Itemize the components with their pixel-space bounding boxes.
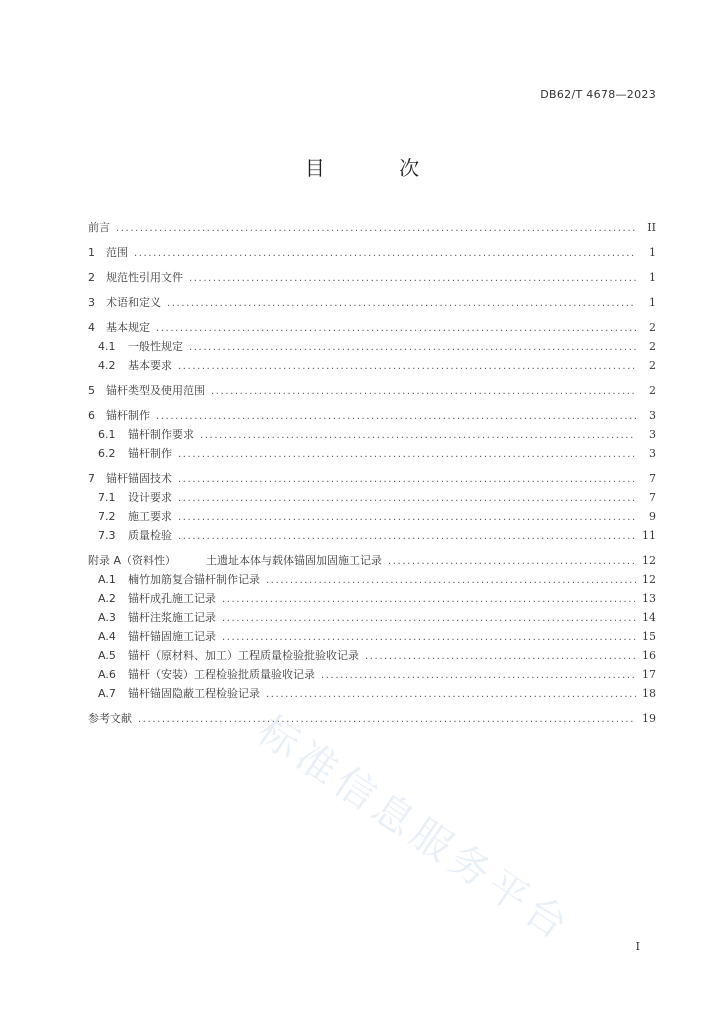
toc-entry-page: 2: [649, 340, 656, 353]
toc-entry[interactable]: [88, 488, 656, 507]
toc-entry-page: 7: [649, 472, 656, 485]
toc-dot-leader: [156, 407, 636, 426]
toc-entry[interactable]: [88, 337, 656, 356]
toc-entry-page: 12: [642, 573, 656, 586]
toc-entry[interactable]: [88, 444, 656, 463]
toc-entry-page: II: [647, 221, 656, 234]
toc-entry-label: 锚杆成孔施工记录: [128, 592, 216, 605]
toc-dot-leader: [388, 552, 636, 571]
toc-entry-label: 土遗址本体与载体锚固加固施工记录: [206, 554, 382, 567]
toc-entry[interactable]: [88, 243, 656, 262]
toc-entry-number: A.1: [98, 573, 116, 586]
toc-entry-page: 3: [649, 409, 656, 422]
toc-dot-leader: [211, 382, 636, 401]
toc-entry-page: 12: [642, 554, 656, 567]
toc-entry-page: 2: [649, 384, 656, 397]
toc-entry-label: 楠竹加筋复合锚杆制作记录: [128, 573, 260, 586]
toc-entry[interactable]: [88, 268, 656, 287]
toc-entry-number: 7.2: [98, 510, 116, 523]
toc-dot-leader: [178, 527, 636, 546]
table-of-contents: [88, 218, 656, 728]
toc-dot-leader: [116, 219, 636, 238]
toc-dot-leader: [138, 710, 636, 729]
toc-entry-page: 2: [649, 359, 656, 372]
toc-dot-leader: [156, 319, 636, 338]
toc-entry[interactable]: [88, 665, 656, 684]
toc-entry-page: 1: [649, 271, 656, 284]
toc-entry-number: 7.1: [98, 491, 116, 504]
toc-entry[interactable]: [88, 570, 656, 589]
toc-entry-number: A.3: [98, 611, 116, 624]
toc-entry-label: 质量检验: [128, 529, 172, 542]
toc-entry-label: 锚杆制作: [128, 447, 172, 460]
toc-entry-label: 锚杆制作: [106, 409, 150, 422]
toc-entry-number: 6: [88, 409, 95, 422]
toc-dot-leader: [365, 647, 636, 666]
toc-entry[interactable]: [88, 507, 656, 526]
page-number: I: [635, 940, 640, 953]
toc-entry[interactable]: [88, 469, 656, 488]
toc-entry[interactable]: [88, 589, 656, 608]
toc-entry-label: 锚杆制作要求: [128, 428, 194, 441]
toc-dot-leader: [178, 357, 636, 376]
toc-entry[interactable]: [88, 218, 656, 237]
toc-entry-label: 锚杆（安装）工程检验批质量验收记录: [128, 668, 315, 681]
toc-entry-number: A.4: [98, 630, 116, 643]
toc-dot-leader: [189, 338, 636, 357]
toc-entry-page: 2: [649, 321, 656, 334]
toc-entry-label: 规范性引用文件: [106, 271, 183, 284]
toc-entry-label: 施工要求: [128, 510, 172, 523]
toc-entry-label: 锚杆（原材料、加工）工程质量检验批验收记录: [128, 649, 359, 662]
toc-entry[interactable]: [88, 646, 656, 665]
toc-entry-page: 1: [649, 246, 656, 259]
toc-entry-page: 11: [642, 529, 656, 542]
toc-entry-page: 3: [649, 428, 656, 441]
toc-dot-leader: [266, 685, 636, 704]
toc-entry-number: 6.1: [98, 428, 116, 441]
toc-entry-number: A.5: [98, 649, 116, 662]
toc-entry[interactable]: [88, 608, 656, 627]
toc-entry-number: 1: [88, 246, 95, 259]
toc-entry-number: 7: [88, 472, 95, 485]
toc-entry-number: A.7: [98, 687, 116, 700]
toc-entry[interactable]: [88, 293, 656, 312]
toc-entry-page: 18: [642, 687, 656, 700]
standard-code: DB62/T 4678—2023: [540, 88, 656, 101]
toc-entry-page: 9: [649, 510, 656, 523]
page-title: 目 次: [304, 156, 454, 180]
toc-entry-page: 13: [642, 592, 656, 605]
toc-entry-label: 参考文献: [88, 712, 132, 725]
toc-entry-number: 6.2: [98, 447, 116, 460]
toc-entry-number: 7.3: [98, 529, 116, 542]
toc-entry-page: 3: [649, 447, 656, 460]
toc-entry-number: 3: [88, 296, 95, 309]
toc-entry[interactable]: [88, 709, 656, 728]
toc-entry[interactable]: [88, 684, 656, 703]
toc-entry-number: 4.2: [98, 359, 116, 372]
toc-entry[interactable]: [88, 356, 656, 375]
watermark: 标准信息服务平台: [249, 707, 581, 952]
toc-entry-number: A.2: [98, 592, 116, 605]
toc-dot-leader: [266, 571, 636, 590]
toc-entry-page: 15: [642, 630, 656, 643]
toc-entry-number: 4: [88, 321, 95, 334]
toc-entry-number: 4.1: [98, 340, 116, 353]
toc-entry[interactable]: [88, 551, 656, 570]
toc-entry-label: 前言: [88, 221, 110, 234]
toc-entry-number: 5: [88, 384, 95, 397]
toc-entry-page: 17: [642, 668, 656, 681]
toc-entry-label: 锚杆锚固技术: [106, 472, 172, 485]
toc-dot-leader: [222, 609, 636, 628]
toc-entry-label: 设计要求: [128, 491, 172, 504]
toc-entry[interactable]: [88, 406, 656, 425]
toc-dot-leader: [200, 426, 636, 445]
toc-entry-number: 附录 A（资料性）: [88, 554, 177, 567]
toc-entry-page: 16: [642, 649, 656, 662]
toc-entry-page: 1: [649, 296, 656, 309]
toc-entry-label: 基本要求: [128, 359, 172, 372]
toc-dot-leader: [189, 269, 636, 288]
toc-entry-label: 锚杆注浆施工记录: [128, 611, 216, 624]
toc-entry-label: 一般性规定: [128, 340, 183, 353]
toc-dot-leader: [321, 666, 636, 685]
toc-entry[interactable]: [88, 425, 656, 444]
toc-entry[interactable]: [88, 318, 656, 337]
toc-entry[interactable]: [88, 381, 656, 400]
toc-entry-number: 2: [88, 271, 95, 284]
toc-entry-page: 19: [642, 712, 656, 725]
toc-entry-page: 14: [642, 611, 656, 624]
toc-entry-label: 锚杆锚固隐蔽工程检验记录: [128, 687, 260, 700]
toc-entry-label: 术语和定义: [106, 296, 161, 309]
toc-entry[interactable]: [88, 526, 656, 545]
toc-dot-leader: [178, 508, 636, 527]
toc-dot-leader: [134, 244, 636, 263]
toc-dot-leader: [222, 628, 636, 647]
toc-entry-number: A.6: [98, 668, 116, 681]
toc-entry-label: 基本规定: [106, 321, 150, 334]
toc-dot-leader: [178, 489, 636, 508]
toc-entry-page: 7: [649, 491, 656, 504]
toc-dot-leader: [222, 590, 636, 609]
toc-dot-leader: [178, 470, 636, 489]
toc-entry-label: 范围: [106, 246, 128, 259]
toc-dot-leader: [178, 445, 636, 464]
toc-entry-label: 锚杆锚固施工记录: [128, 630, 216, 643]
toc-dot-leader: [167, 294, 636, 313]
toc-entry-label: 锚杆类型及使用范围: [106, 384, 205, 397]
toc-entry[interactable]: [88, 627, 656, 646]
